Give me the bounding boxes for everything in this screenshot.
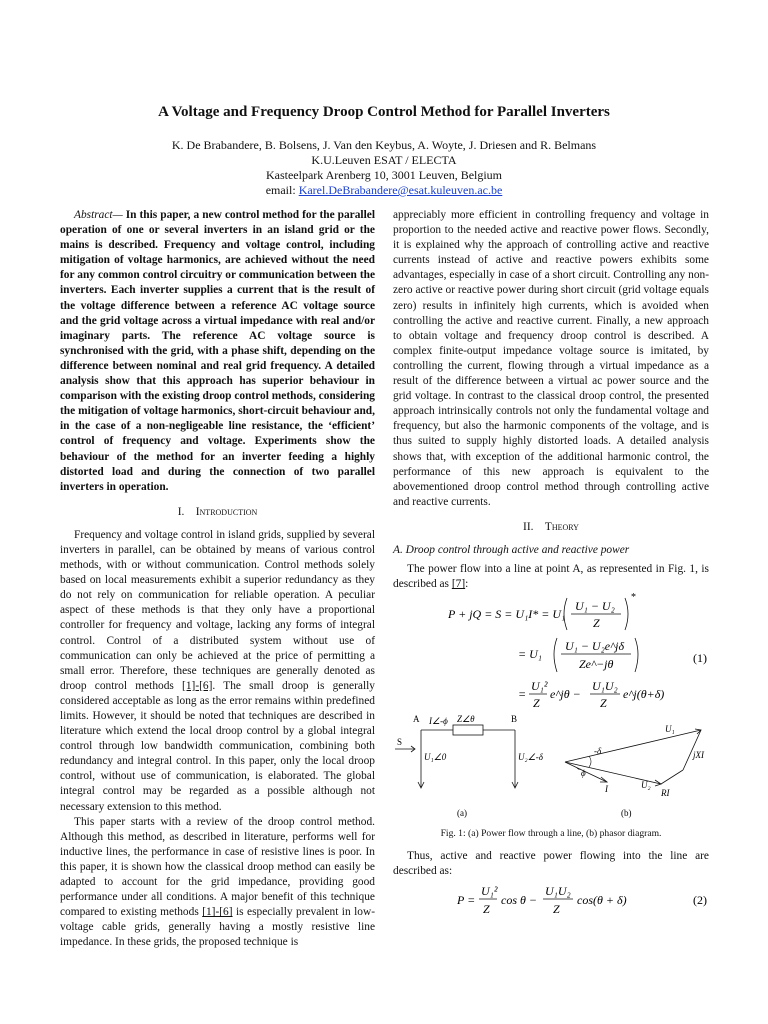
address: Kasteelpark Arenberg 10, 3001 Leuven, Belgium: [265, 168, 503, 182]
figure-1: [393, 712, 709, 824]
citation-link[interactable]: [1]-[6]: [182, 679, 213, 692]
impedance-label: Z∠θ: [457, 714, 475, 725]
phasor-i: [565, 762, 607, 782]
subsection-heading: A. Droop control through active and reactive power: [393, 543, 630, 556]
author-block: [0, 138, 768, 198]
eq2-f1num: U₁²: [481, 883, 498, 898]
email-line: [0, 183, 768, 198]
text: Frequency and voltage control in island grids, supplied by several inverters in parallel, can be obtained by means of various control methods, with or without communication. Control methods solely based on local measurements exhibit a superior redundancy as they do not rely on communication for reliable operation. A peculiar aspect of these methods is that they only have a proportional controller for frequency and voltage, lacking any forms of integral control. Control of a distributed system without use of communication can only be achieved at the price of permitting a small error. Therefore, these techniques are generally denoted as droop control methods: [60, 528, 375, 692]
section-number: II.: [523, 520, 534, 533]
intro-continuation: appreciably more efficient in controlling frequency and voltage in proportion to the needed active and reactive power flows. Secondly, it is explained why the approach of controlling active and reactive currents instead of active and reactive powers exhibits some advantages, especially in case of a short circuit. Controlling any non-zero active or reactive power during short circuit (grid voltage equals zero) results in infinitely high currents, which is avoided when controlling the active and reactive current. Finally, a new approach to obtain voltage and frequency droop control is described. A complex finite-output impedance voltage source is imitated, by controlling the current, flowing through a virtual impedance as a result of the difference between a virtual ac power source and the grid voltage. In contrast to the classical droop control, the presented approach intrinsically controls not only the fundamental voltage and frequency, but also the harmonic components of the voltage, and is thus suited to supply highly distorted loads. A detailed analysis shows that, with exception of the additional harmonic control, the performance of this new approach is equivalent to the abovementioned droop control method through controlling active and reactive currents.: [393, 209, 709, 508]
equation-2: [393, 880, 709, 920]
section-heading-theory: [393, 520, 709, 535]
intro-paragraph-2: [60, 815, 375, 951]
phasor-u1-label: U₁: [665, 724, 675, 735]
fig-b-label: (b): [621, 808, 632, 819]
figure-caption: Fig. 1: (a) Power flow through a line, (b) phasor diagram.: [440, 828, 662, 840]
left-column: [60, 208, 375, 951]
theory-paragraph-1: [393, 562, 709, 592]
eq1-line2-den: Ze^−jθ: [579, 657, 614, 672]
eq1-line1-num: U₁ − U₂: [575, 599, 615, 614]
author-names: K. De Brabandere, B. Bolsens, J. Van den Keybus, A. Woyte, J. Driesen and R. Belmans: [171, 138, 597, 152]
phasor-ri-label: RI: [661, 788, 670, 799]
phasor-jxi-label: jXI: [693, 750, 704, 761]
abstract-text: In this paper, a new control method for the parallel operation of one or several inverters in an island grid or the mains is described. Frequency and voltage control, including mitigation of voltage harmonics, are achieved without the need for any common control circuitry or communication between the inverters. Each inverter supplies a current that is the result of the voltage difference between a reference AC voltage source and the grid voltage across a virtual impedance with real and/or imaginary parts. The reference AC voltage source is synchronised with the grid, with a phase shift, depending on the difference between nominal and real grid frequency. A detailed analysis show that this approach has superior behaviour in comparison with the existing droop control methods, considering the mitigation of voltage harmonics, short-circuit behaviour and, in the case of a non-negligeable line resistance, the ‘efficient’ control of frequency and voltage. Experiments show the behaviour of the method for an inverter feeding a highly distorted load and during the connection of two parallel inverters in operation.: [60, 209, 375, 493]
delta-arc: [589, 756, 591, 767]
eq1-line3-f2den: Z: [600, 696, 607, 711]
phasor-ri: [661, 770, 683, 784]
email-link[interactable]: Karel.DeBrabandere@esat.kuleuven.ac.be: [298, 183, 503, 197]
fig-a-label: (a): [457, 808, 467, 819]
node-a-label: A: [413, 714, 420, 725]
eq1-line3-f2num: U₁U₂: [592, 679, 618, 694]
paren-right: [635, 638, 638, 672]
abstract-label: Abstract—: [74, 209, 123, 221]
current-label: I∠-ϕ: [429, 716, 448, 727]
citation-link[interactable]: [1]-[6]: [202, 906, 233, 919]
eq1-line2-num: U₁ − U₂e^jδ: [565, 639, 625, 654]
phasor-i-label: I: [605, 784, 608, 795]
power-label: S: [397, 737, 403, 748]
email-label: email:: [265, 183, 299, 197]
eq1-line3-f1den: Z: [533, 696, 540, 711]
eq1-line3-f1exp: e^jθ −: [550, 687, 581, 702]
text: is especially prevalent in low-voltage cable grids, generally having a mostly resistive line impedance. In these grids, the proposed technique is: [60, 906, 375, 949]
right-column: [393, 208, 709, 920]
text: :: [465, 578, 469, 591]
paren-right: [625, 598, 628, 630]
phasor-u2-label: U₂: [641, 780, 651, 791]
citation-link[interactable]: [7]: [451, 578, 466, 591]
eq2-f2den: Z: [553, 901, 560, 916]
u1-label: U₁∠0: [424, 752, 447, 763]
section-title: Introduction: [195, 505, 258, 518]
u2-label: U₂∠-δ: [518, 752, 543, 763]
equation-number-1: (1): [693, 651, 707, 666]
eq1-line1-lhs: P + jQ = S = U₁I* = U₁: [448, 607, 566, 622]
eq2-tail: cos(θ + δ): [577, 892, 627, 907]
text: The power flow into a line at point A, as represented in Fig. 1, is described as: [393, 563, 709, 591]
section-title: Theory: [544, 520, 579, 533]
paper-title: A Voltage and Frequency Droop Control Method for Parallel Inverters: [158, 104, 610, 120]
affiliation: K.U.Leuven ESAT / ELECTA: [311, 153, 457, 167]
intro-paragraph-1: [60, 528, 375, 815]
eq2-f1den: Z: [483, 901, 490, 916]
conjugate-mark: *: [631, 592, 636, 604]
eq2-lhs: P =: [457, 892, 476, 907]
node-b-label: B: [511, 714, 518, 725]
eq1-line2-lhs: = U₁: [518, 647, 542, 662]
text: . The small droop is generally considered acceptable as long as the error remains within predefined limits. However, it should be noted that techniques are described in literature which extend the local droop control by a global integral control through low bandwidth communication, combining both redundancy and integral control. In this paper, only the local droop control, without use of communication, is elaborated. The global integral control may be regarded as a possible although not necessary extension to this method.: [60, 679, 375, 813]
section-heading-introduction: [60, 505, 375, 520]
impedance-box: [453, 725, 483, 735]
abstract: [60, 208, 375, 495]
eq1-line1-den: Z: [593, 616, 600, 631]
equation-number-2: (2): [693, 892, 707, 907]
eq1-line3-f2exp: e^j(θ+δ): [623, 687, 665, 702]
eq2-f2num: U₁U₂: [545, 883, 571, 898]
section-number: I.: [177, 505, 185, 518]
paren-left: [554, 638, 557, 672]
eq1-line3-f1num: U₁²: [531, 679, 548, 694]
phasor-u1: [565, 730, 701, 762]
eq1-line3-lhs: =: [518, 687, 527, 702]
text: This paper starts with a review of the droop control method. Although this method, as described in literature, performs well for inductive lines, the performance in case of resistive lines is poor. In this paper, it is shown how the classical droop method can easily be adapted to account for the grid impedance, providing good performance under all conditions. A major benefit of this technique compared to existing methods: [60, 815, 375, 919]
phi-label: ϕ: [581, 768, 586, 779]
delta-label: -δ: [594, 746, 602, 757]
eq2-mid: cos θ −: [501, 892, 537, 907]
equation-1: [393, 592, 709, 712]
theory-paragraph-2: Thus, active and reactive power flowing into the line are described as:: [393, 850, 709, 878]
